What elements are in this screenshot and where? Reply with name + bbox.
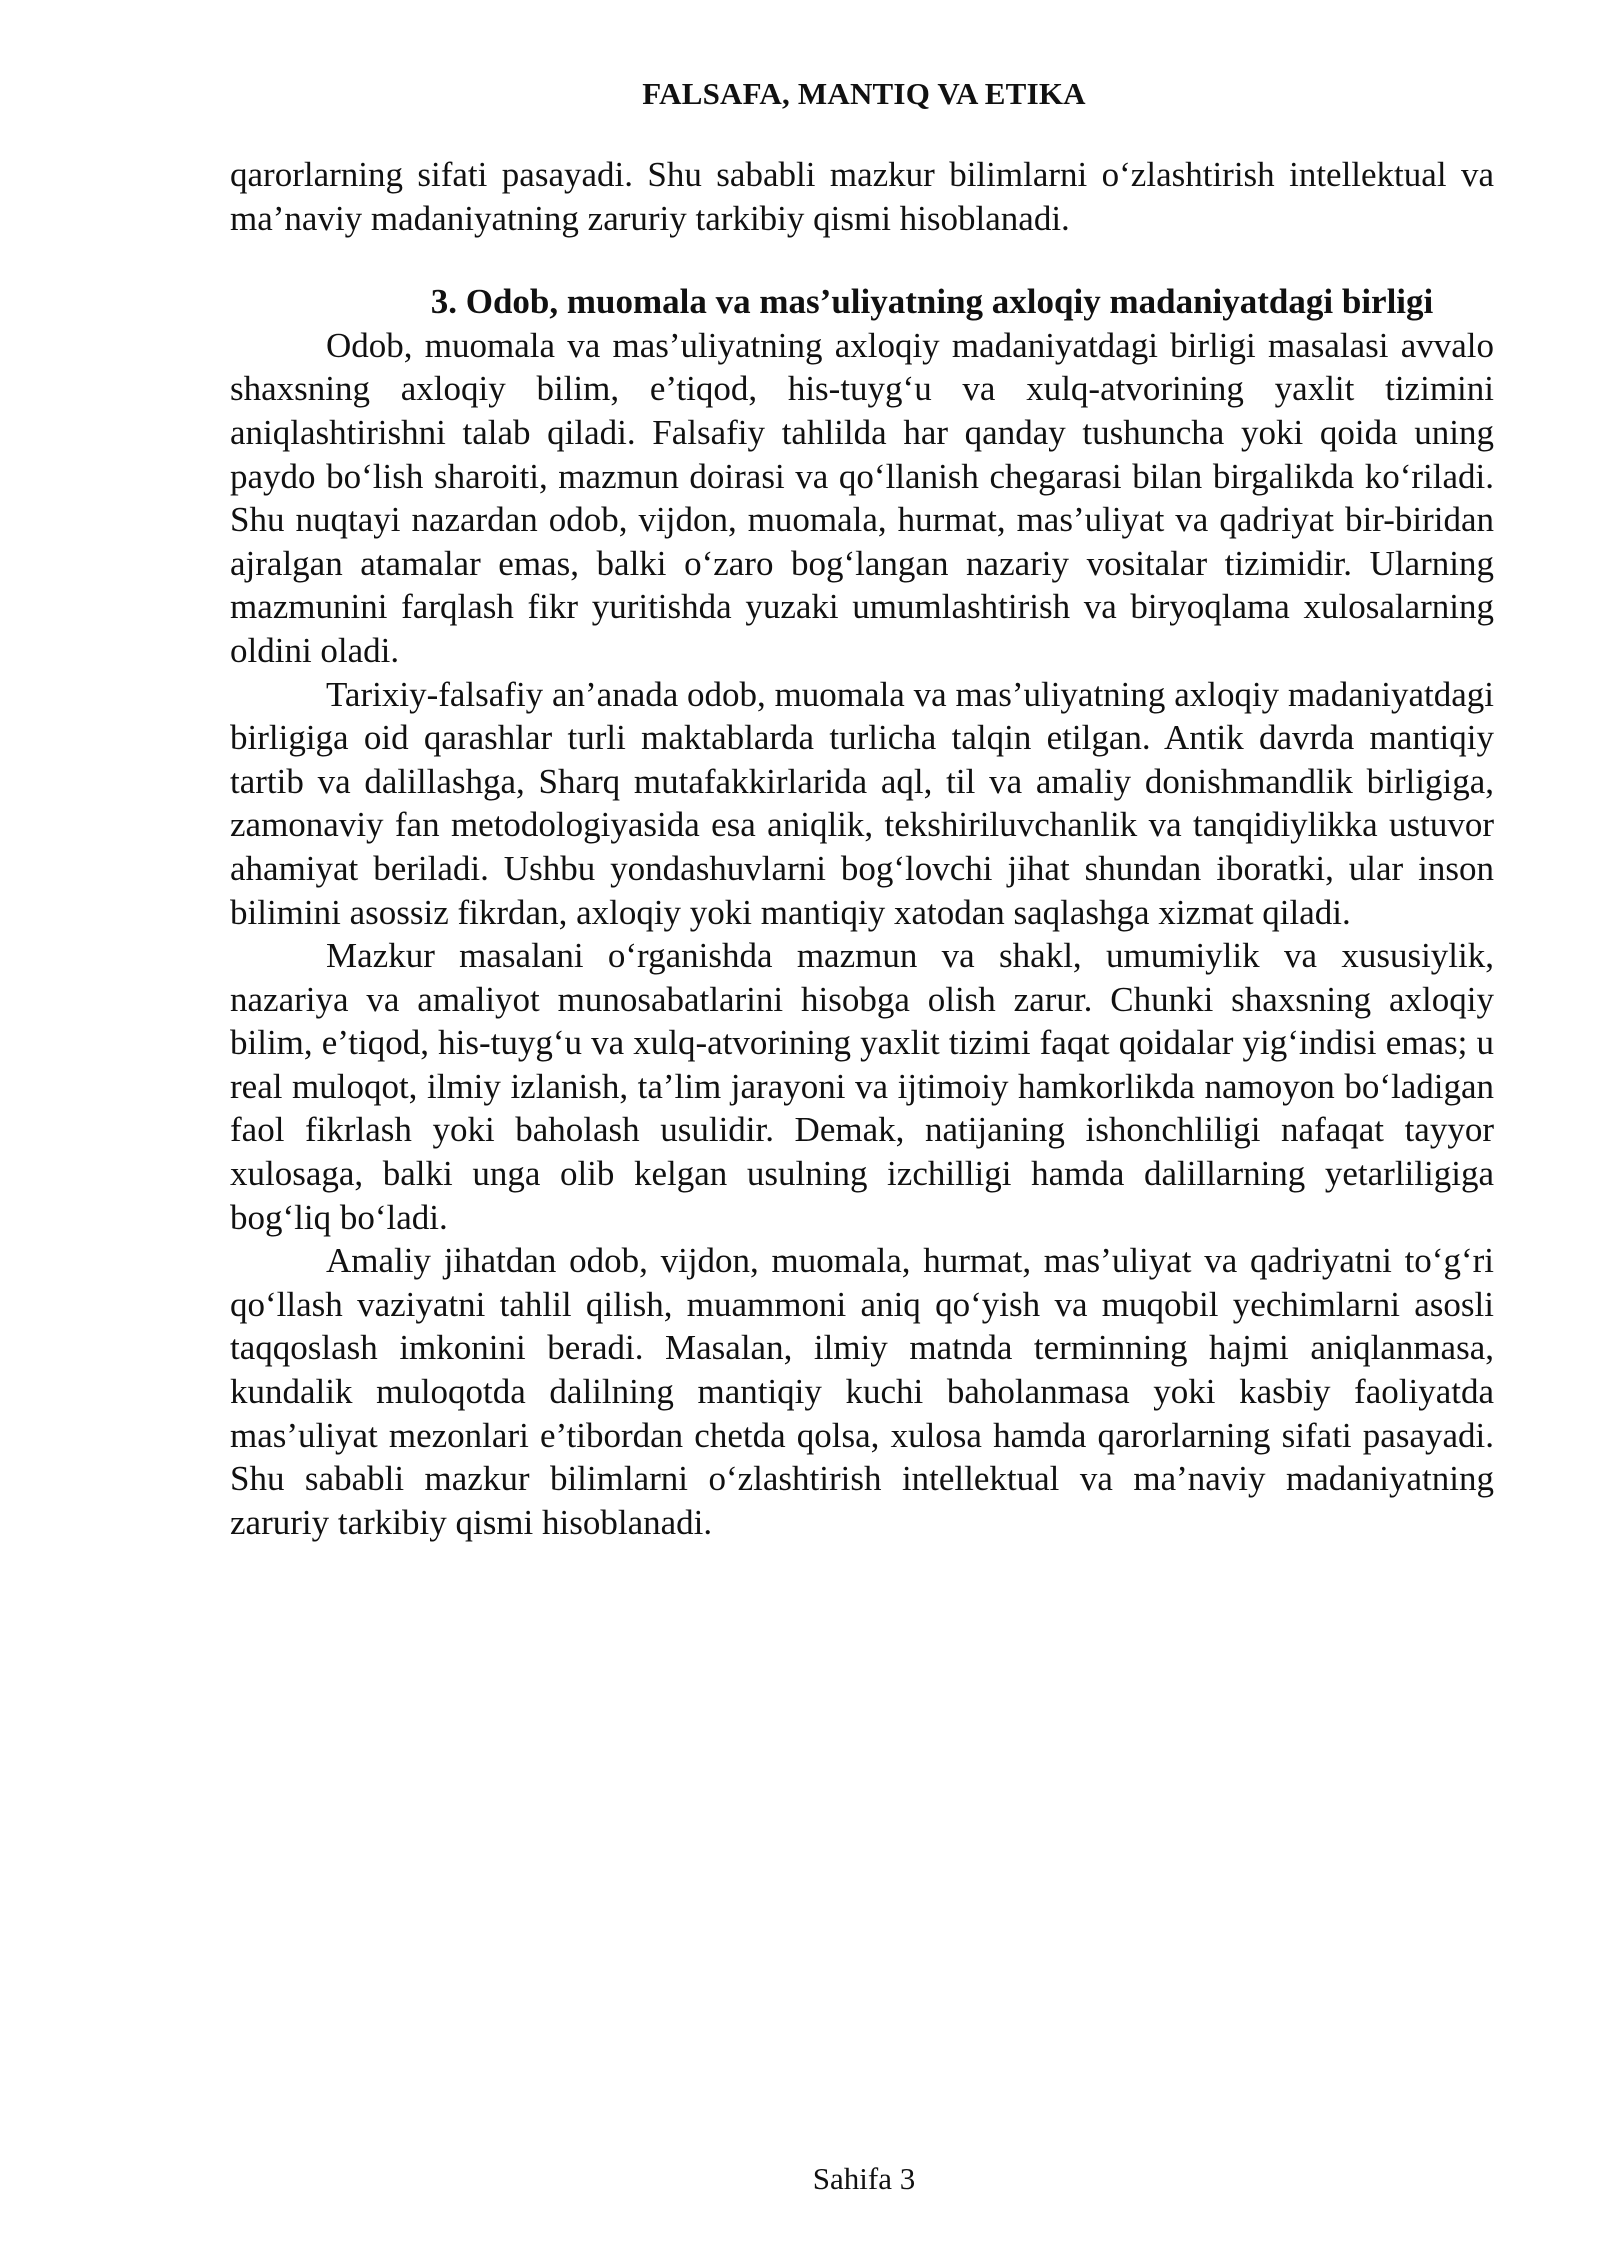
body-paragraph-2: Tarixiy-falsafiy an’anada odob, muomala va mas’uliyatning axloqiy madaniyatdagi birligiga oid qarashlar turli maktablarda turlicha talqin etilgan. Antik davrda mantiqiy tartib va dalillashga, Sharq mutafakkirlarida aql, til va amaliy donishmandlik birligiga, zamonaviy fan metodologiyasida esa aniqlik, tekshiriluvchanlik va tanqidiylikka ustuvor ahamiyat beriladi. Ushbu yondashuvlarni bog‘lovchi jihat shundan iboratki, ular inson bilimini asossiz fikrdan, axloqiy yoki mantiqiy xatodan saqlashga xizmat qiladi. [230,674,1494,932]
running-header-title: FALSAFA, MANTIQ VA ETIKA [642,76,1086,111]
body-paragraph-3: Mazkur masalani o‘rganishda mazmun va shakl, umumiylik va xususiylik, nazariya va amaliyot munosabatlarini hisobga olish zarur. Chunki shaxsning axloqiy bilim, e’tiqod, his-tuyg‘u va xulq-atvorining yaxlit tizimi faqat qoidalar yig‘indisi emas; u real muloqot, ilmiy izlanish, ta’lim jarayoni va ijtimoiy hamkorlikda namoyon bo‘ladigan faol fikrlash yoki baholash usulidir. Demak, natijaning ishonchliligi nafaqat tayyor xulosaga, balki unga olib kelgan usulning izchilligi hamda dalillarning yetarliligiga bog‘liq bo‘ladi. [230,936,1494,1237]
page-number: Sahifa 3 [812,2161,916,2196]
page-body [230,153,1494,1544]
section-heading: 3. Odob, muomala va mas’uliyatning axloqiy madaniyatdagi birligi [430,282,1434,322]
continuation-paragraph: qarorlarning sifati pasayadi. Shu sababli mazkur bilimlarni o‘zlashtirish intellektual va ma’naviy madaniyatning zaruriy tarkibiy qismi hisoblanadi. [230,155,1494,238]
body-paragraph-4: Amaliy jihatdan odob, vijdon, muomala, hurmat, mas’uliyat va qadriyatni to‘g‘ri qo‘llash vaziyatni tahlil qilish, muammoni aniq qo‘yish va muqobil yechimlarni asosli taqqoslash imkonini beradi. Masalan, ilmiy matnda terminning hajmi aniqlanmasa, kundalik muloqotda dalilning mantiqiy kuchi baholanmasa yoki kasbiy faoliyatda mas’uliyat mezonlari e’tibordan chetda qolsa, xulosa hamda qarorlarning sifati pasayadi. Shu sababli mazkur bilimlarni o‘zlashtirish intellektual va ma’naviy madaniyatning zaruriy tarkibiy qismi hisoblanadi. [230,1241,1494,1542]
body-paragraph-1: Odob, muomala va mas’uliyatning axloqiy madaniyatdagi birligi masalasi avvalo shaxsning axloqiy bilim, e’tiqod, his-tuyg‘u va xulq-atvorining yaxlit tizimini aniqlashtirishni talab qiladi. Falsafiy tahlilda har qanday tushuncha yoki qoida uning paydo bo‘lish sharoiti, mazmun doirasi va qo‘llanish chegarasi bilan birgalikda ko‘riladi. Shu nuqtayi nazardan odob, vijdon, muomala, hurmat, mas’uliyat va qadriyat bir-biridan ajralgan atamalar emas, balki o‘zaro bog‘langan nazariy vositalar tizimidir. Ularning mazmunini farqlash fikr yuritishda yuzaki umumlashtirish va biryoqlama xulosalarning oldini oladi. [230,325,1494,670]
